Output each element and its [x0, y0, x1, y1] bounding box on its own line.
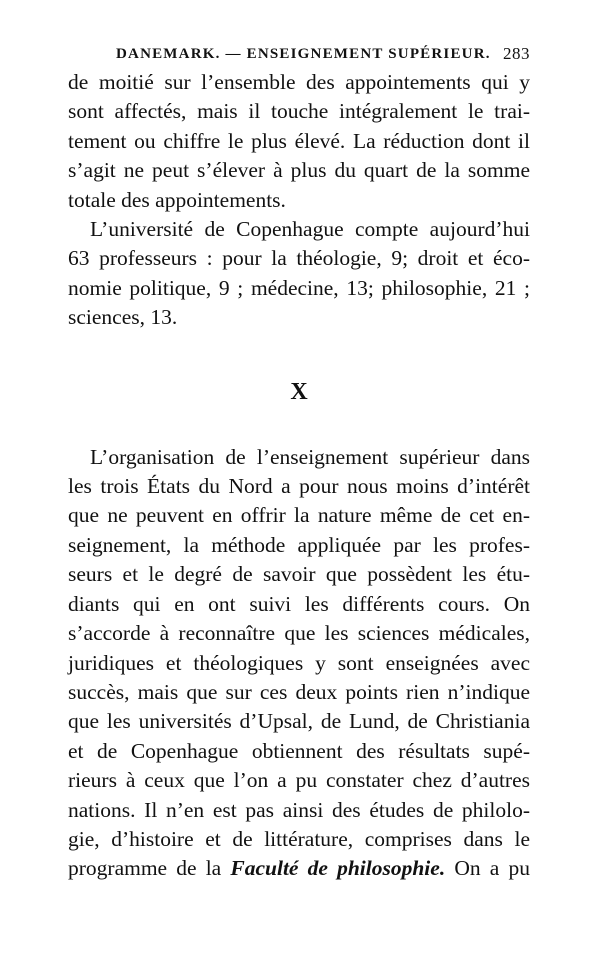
text-line: de moitié sur l’ensemble des appointements qui y — [68, 70, 530, 94]
page-number: 283 — [503, 44, 530, 63]
text-segment: programme de la — [68, 856, 231, 881]
text-line: les trois États du Nord a pour nous moins d’intérêt — [68, 474, 530, 499]
text-line: juridiques et théologiques y sont enseignées avec — [68, 650, 530, 675]
body-text — [68, 68, 530, 884]
italic-title: Faculté de philosophie. — [230, 856, 446, 881]
running-title: DANEMARK. — ENSEIGNEMENT SUPÉRIEUR. — [116, 46, 491, 62]
text-line: seurs et le degré de savoir que possèdent les étu- — [68, 562, 530, 587]
paragraph-2 — [68, 215, 530, 333]
paragraph-1 — [68, 68, 530, 215]
text-line: L’université de Copenhague compte aujourd’hui — [90, 217, 530, 242]
text-line: et de Copenhague obtiennent des résultats supé- — [68, 738, 530, 763]
text-line: seignement, la méthode appliquée par les profes- — [68, 532, 530, 557]
text-line: sciences, 13. — [68, 305, 178, 330]
text-line: gie, d’histoire et de littérature, comprises dans le — [68, 826, 530, 851]
text-line: rieurs à ceux que l’on a pu constater chez d’autres — [68, 768, 530, 793]
text-line: que les universités d’Upsal, de Lund, de Christiania — [68, 709, 530, 734]
text-line: 63 professeurs : pour la théologie, 9; droit et éco- — [68, 246, 530, 271]
text-line: sont affectés, mais il touche intégralement le trai- — [68, 99, 530, 124]
text-line: L’organisation de l’enseignement supérieur dans — [90, 444, 530, 469]
text-line: tement ou chiffre le plus élevé. La réduction dont il — [68, 128, 530, 153]
text-line: nations. Il n’en est pas ainsi des études de philolo- — [68, 797, 530, 822]
text-line-last — [68, 854, 530, 883]
book-page — [68, 40, 530, 884]
text-line: nomie politique, 9 ; médecine, 13; philosophie, 21 ; — [68, 275, 530, 300]
paragraph-3 — [68, 443, 530, 884]
text-line: s’agit ne peut s’élever à plus du quart de la somme — [68, 158, 530, 183]
text-line: totale des appointements. — [68, 187, 286, 212]
text-segment: On a pu — [445, 856, 530, 881]
running-head — [68, 40, 530, 68]
text-line: s’accorde à reconnaître que les sciences médicales, — [68, 621, 530, 646]
text-line: succès, mais que sur ces deux points rien n’indique — [68, 679, 530, 704]
text-line: que ne peuvent en offrir la nature même de cet en- — [68, 503, 530, 528]
text-line: diants qui en ont suivi les différents cours. On — [68, 591, 530, 616]
section-heading: X — [290, 378, 308, 405]
